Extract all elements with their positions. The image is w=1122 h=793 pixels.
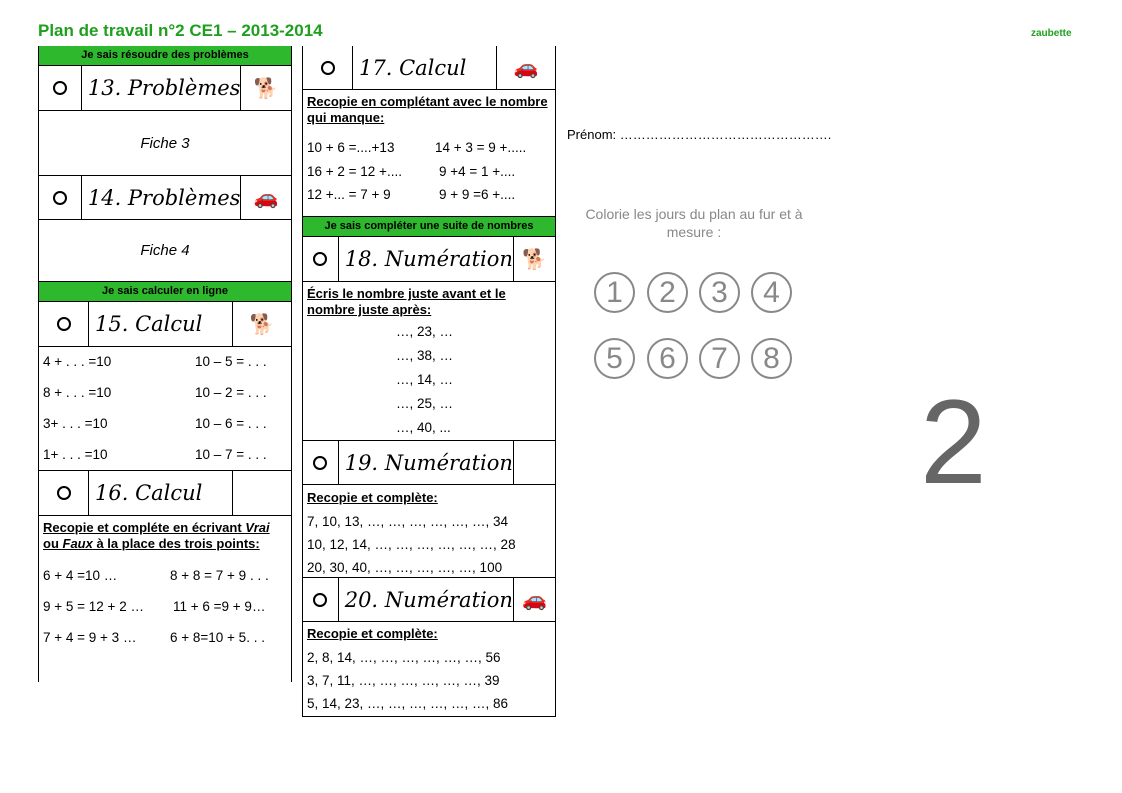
empty-icon-cell (233, 471, 291, 515)
day-circle-6[interactable]: 6 (647, 338, 688, 379)
dog-walker-icon: 🐕 (522, 248, 547, 271)
checkbox-circle-icon[interactable] (303, 237, 339, 281)
task-17 (303, 46, 555, 90)
race-car-icon: 🚗 (253, 187, 279, 209)
task-16 (39, 471, 291, 516)
exercise-line: …, 25, … (396, 396, 454, 411)
exercise-line: …, 40, ... (396, 420, 451, 435)
task-label: 19. Numération (339, 441, 514, 484)
color-instruction: Colorie les jours du plan au fur et à mesure : (585, 206, 803, 240)
task-14 (39, 176, 291, 220)
exercise-line: 7 + 4 = 9 + 3 … (43, 630, 137, 645)
exercise-line: 1+ . . . =10 (43, 447, 108, 462)
seq-18-body (303, 282, 555, 441)
task-label: 20. Numération (339, 578, 514, 621)
exercise-line: 16 + 2 = 12 +.... (307, 164, 402, 179)
author-credit: zaubette (1031, 28, 1072, 39)
checkbox-circle-icon[interactable] (303, 578, 339, 621)
calc-17-body (303, 90, 555, 217)
page-title: Plan de travail n°2 CE1 – 2013-2014 (38, 21, 323, 40)
checkbox-circle-icon[interactable] (39, 66, 82, 110)
task-label: 15. Calcul (89, 302, 233, 346)
plan-number: 2 (920, 375, 987, 509)
task-label: 14. Problèmes (82, 176, 242, 219)
dog-walker-icon: 🐕 (249, 313, 275, 336)
task-13 (39, 66, 291, 111)
exercise-line: 2, 8, 14, …, …, …, …, …, …, 56 (307, 650, 501, 665)
exercise-line: 9 + 5 = 12 + 2 … (43, 599, 144, 614)
seq-20-body (303, 626, 555, 715)
column-middle (302, 46, 556, 717)
exercise-line: 9 +4 = 1 +.... (439, 164, 516, 179)
task-label: 18. Numération (339, 237, 514, 281)
fiche-3: Fiche 3 (39, 111, 291, 176)
exercise-line: 10 – 6 = . . . (195, 416, 267, 431)
exercise-line: 7, 10, 13, …, …, …, …, …, …, 34 (307, 514, 509, 529)
instruction-16: Recopie et compléte en écrivant Vrai ou Faux à la place des trois points: (43, 520, 270, 551)
checkbox-circle-icon[interactable] (39, 176, 82, 219)
exercise-line: 6 + 8=10 + 5. . . (170, 630, 265, 645)
section-header-calc: Je sais calculer en ligne (39, 282, 291, 302)
race-car-icon: 🚗 (522, 589, 547, 611)
dog-walker-icon: 🐕 (253, 77, 279, 100)
task-label: 16. Calcul (89, 471, 233, 515)
exercise-line: 9 + 9 =6 +.... (439, 187, 516, 202)
exercise-line: 3+ . . . =10 (43, 416, 108, 431)
task-label: 17. Calcul (353, 46, 497, 89)
race-car-icon: 🚗 (513, 57, 539, 79)
instruction-18: Écris le nombre juste avant et le nombre juste après: (307, 286, 506, 317)
empty-icon-cell (514, 441, 555, 484)
exercise-line: 10 – 7 = . . . (195, 447, 267, 462)
instruction-19: Recopie et complète: (307, 490, 438, 505)
exercise-line: 6 + 4 =10 … (43, 568, 118, 583)
exercise-line: 12 +... = 7 + 9 (307, 187, 391, 202)
exercise-line: 10 – 2 = . . . (195, 385, 267, 400)
checkbox-circle-icon[interactable] (303, 441, 339, 484)
instruction-20: Recopie et complète: (307, 626, 438, 641)
exercise-line: 10 + 6 =....+13 (307, 140, 395, 155)
day-circle-7[interactable]: 7 (699, 338, 740, 379)
exercise-line: 10 – 5 = . . . (195, 354, 267, 369)
calc-15-body (39, 347, 291, 471)
exercise-line: 4 + . . . =10 (43, 354, 112, 369)
task-label: 13. Problèmes (82, 66, 242, 110)
instruction-17: Recopie en complétant avec le nombre qui manque: (307, 94, 548, 125)
exercise-line: 11 + 6 =9 + 9… (173, 599, 266, 614)
exercise-line: …, 38, … (396, 348, 454, 363)
exercise-line: 3, 7, 11, …, …, …, …, …, …, 39 (307, 673, 500, 688)
checkbox-circle-icon[interactable] (303, 46, 353, 89)
exercise-line: …, 14, … (396, 372, 454, 387)
day-circle-4[interactable]: 4 (751, 272, 792, 313)
day-circle-3[interactable]: 3 (699, 272, 740, 313)
exercise-line: 10, 12, 14, …, …, …, …, …, …, 28 (307, 537, 516, 552)
calc-16-body (39, 520, 291, 661)
exercise-line: 20, 30, 40, …, …, …, …, …, 100 (307, 560, 503, 575)
seq-19-body (303, 485, 555, 578)
fiche-4: Fiche 4 (39, 220, 291, 282)
day-circle-2[interactable]: 2 (647, 272, 688, 313)
exercise-line: 14 + 3 = 9 +..... (435, 140, 527, 155)
checkbox-circle-icon[interactable] (39, 471, 89, 515)
task-20 (303, 578, 555, 622)
task-19 (303, 441, 555, 485)
day-circle-1[interactable]: 1 (594, 272, 635, 313)
day-circle-8[interactable]: 8 (751, 338, 792, 379)
day-circle-5[interactable]: 5 (594, 338, 635, 379)
name-field[interactable]: Prénom: …………………………………………. (567, 127, 832, 142)
task-18 (303, 237, 555, 282)
section-header-sequence: Je sais compléter une suite de nombres (303, 217, 555, 237)
column-left (38, 46, 292, 682)
section-header-problems: Je sais résoudre des problèmes (39, 46, 291, 66)
exercise-line: 8 + . . . =10 (43, 385, 112, 400)
exercise-line: 5, 14, 23, …, …, …, …, …, …, 86 (307, 696, 509, 711)
checkbox-circle-icon[interactable] (39, 302, 89, 346)
exercise-line: …, 23, … (396, 324, 454, 339)
task-15 (39, 302, 291, 347)
exercise-line: 8 + 8 = 7 + 9 . . . (170, 568, 269, 583)
